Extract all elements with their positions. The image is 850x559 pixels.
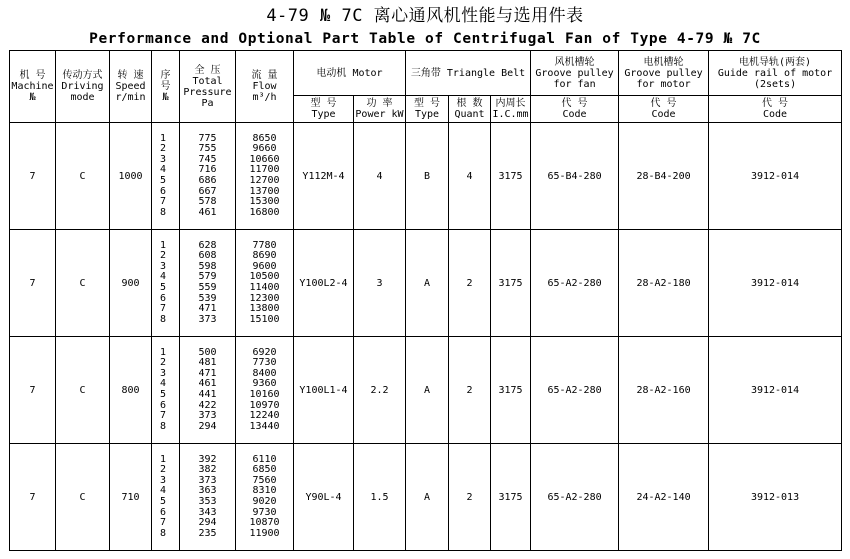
guide-rail-code-cell: 3912-014 <box>709 337 842 444</box>
sequence-list-cell <box>152 230 180 337</box>
flow-list-item: 12700 <box>249 175 280 186</box>
header-flow: 流 量 Flow m³/h <box>236 51 294 123</box>
sequence-list-item: 7 <box>160 303 167 315</box>
flow-list-cell <box>236 123 294 230</box>
motor-power-cell: 3 <box>354 230 406 337</box>
flow-list-item: 12300 <box>249 292 280 304</box>
table-body <box>10 123 842 551</box>
pressure-list-item: 775 <box>198 132 217 144</box>
header-motor-pulley-code: 代 号 Code <box>619 96 709 123</box>
fan-pulley-code-cell: 65-B4-280 <box>531 123 619 230</box>
pressure-list-item: 235 <box>198 527 217 539</box>
pressure-list-item: 539 <box>198 292 217 304</box>
flow-list-item: 10660 <box>249 153 280 165</box>
pressure-list-item: 559 <box>198 282 217 293</box>
belt-type-cell: A <box>406 444 449 551</box>
speed-cell: 1000 <box>110 123 152 230</box>
pressure-list-item: 471 <box>198 303 217 315</box>
fan-pulley-code-cell: 65-A2-280 <box>531 337 619 444</box>
pressure-list-item: 373 <box>198 313 217 325</box>
sequence-list-cell <box>152 444 180 551</box>
header-sequence: 序 号 № <box>152 51 180 123</box>
driving-mode-cell: C <box>56 230 110 337</box>
flow-list-item: 12240 <box>249 410 280 422</box>
flow-list-item: 6110 <box>252 453 277 465</box>
sequence-list-item: 5 <box>160 389 167 400</box>
pressure-list-item: 716 <box>198 164 217 176</box>
sequence-list-item: 2 <box>160 143 167 155</box>
header-motor-power: 功 率 Power kW <box>354 96 406 123</box>
machine-number-cell: 7 <box>10 230 56 337</box>
belt-ic-cell: 3175 <box>491 230 531 337</box>
machine-number-cell: 7 <box>10 444 56 551</box>
pressure-list-item: 441 <box>198 389 217 400</box>
flow-list-cell <box>236 230 294 337</box>
belt-quantity-cell: 2 <box>449 337 491 444</box>
sequence-list-item: 5 <box>160 496 167 507</box>
sequence-list-item: 2 <box>160 357 167 369</box>
motor-power-cell: 1.5 <box>354 444 406 551</box>
pressure-list-cell <box>180 123 236 230</box>
header-guide-rail-code: 代 号 Code <box>709 96 842 123</box>
sequence-list-item: 6 <box>160 399 167 411</box>
flow-list-item: 8400 <box>252 367 277 379</box>
sequence-list-item: 1 <box>160 453 167 465</box>
sequence-list-item: 6 <box>160 292 167 304</box>
flow-list-item: 11900 <box>249 527 280 539</box>
header-total-pressure: 全 压 Total Pressure Pa <box>180 51 236 123</box>
pressure-list-item: 579 <box>198 271 217 283</box>
sequence-list-item: 1 <box>160 132 167 144</box>
sequence-list-cell <box>152 123 180 230</box>
belt-type-cell: A <box>406 337 449 444</box>
flow-list-item: 13440 <box>249 420 280 432</box>
fan-pulley-code-cell: 65-A2-280 <box>531 230 619 337</box>
pressure-list-item: 598 <box>198 260 217 272</box>
pressure-list-item: 471 <box>198 367 217 379</box>
pressure-list-cell <box>180 444 236 551</box>
flow-list-item: 11700 <box>249 164 280 176</box>
sequence-list-item: 7 <box>160 517 167 529</box>
flow-list-item: 7730 <box>252 357 277 369</box>
sequence-list-item: 2 <box>160 250 167 262</box>
motor-type-cell: Y112M-4 <box>294 123 354 230</box>
pressure-list-item: 373 <box>198 410 217 422</box>
flow-list-item: 6850 <box>252 464 277 476</box>
sequence-list-item: 2 <box>160 464 167 476</box>
pressure-list-item: 461 <box>198 206 217 218</box>
sequence-list-item: 8 <box>160 313 167 325</box>
driving-mode-cell: C <box>56 337 110 444</box>
flow-list-cell <box>236 444 294 551</box>
machine-number-cell: 7 <box>10 337 56 444</box>
table-row <box>10 444 842 551</box>
pressure-list-item: 481 <box>198 357 217 369</box>
flow-list-cell <box>236 337 294 444</box>
header-belt-quantity: 根 数 Quant <box>449 96 491 123</box>
header-motor-type: 型 号 Type <box>294 96 354 123</box>
flow-list-item: 9660 <box>252 143 277 155</box>
sequence-list-item: 5 <box>160 282 167 293</box>
motor-pulley-code-cell: 28-B4-200 <box>619 123 709 230</box>
header-belt-ic: 内周长 I.C.mm <box>491 96 531 123</box>
header-motor-pulley: 电机槽轮 Groove pulley for motor <box>619 51 709 96</box>
pressure-list-item: 461 <box>198 378 217 390</box>
header-belt-type: 型 号 Type <box>406 96 449 123</box>
sequence-list-item: 3 <box>160 367 167 379</box>
sequence-list-item: 8 <box>160 527 167 539</box>
sequence-list-item: 5 <box>160 175 167 186</box>
belt-quantity-cell: 2 <box>449 230 491 337</box>
pressure-list-item: 628 <box>198 239 217 251</box>
fan-pulley-code-cell: 65-A2-280 <box>531 444 619 551</box>
flow-list-item: 7780 <box>252 239 277 251</box>
flow-list-item: 13700 <box>249 185 280 197</box>
motor-type-cell: Y100L1-4 <box>294 337 354 444</box>
motor-power-cell: 4 <box>354 123 406 230</box>
flow-list-item: 9020 <box>252 496 277 507</box>
flow-list-item: 10970 <box>249 399 280 411</box>
machine-number-cell: 7 <box>10 123 56 230</box>
sequence-list-item: 6 <box>160 185 167 197</box>
flow-list-item: 9730 <box>252 506 277 518</box>
driving-mode-cell: C <box>56 123 110 230</box>
pressure-list-cell <box>180 337 236 444</box>
pressure-list-item: 422 <box>198 399 217 411</box>
flow-list-item: 9600 <box>252 260 277 272</box>
flow-list-item: 9360 <box>252 378 277 390</box>
header-machine: 机 号 Machine № <box>10 51 56 123</box>
sequence-list-item: 8 <box>160 420 167 432</box>
sequence-list-item: 4 <box>160 485 167 497</box>
pressure-list-item: 343 <box>198 506 217 518</box>
sequence-list-item: 3 <box>160 474 167 486</box>
sequence-list-item: 7 <box>160 410 167 422</box>
pressure-list-item: 392 <box>198 453 217 465</box>
header-speed: 转 速 Speed r/min <box>110 51 152 123</box>
table-row <box>10 123 842 230</box>
pressure-list-item: 755 <box>198 143 217 155</box>
motor-type-cell: Y90L-4 <box>294 444 354 551</box>
guide-rail-code-cell: 3912-014 <box>709 230 842 337</box>
page-title-english: Performance and Optional Part Table of Centrifugal Fan of Type 4-79 № 7C <box>89 31 761 47</box>
table-row <box>10 230 842 337</box>
pressure-list-item: 608 <box>198 250 217 262</box>
sequence-list-item: 3 <box>160 260 167 272</box>
belt-ic-cell: 3175 <box>491 123 531 230</box>
belt-ic-cell: 3175 <box>491 444 531 551</box>
header-triangle-belt: 三角带 Triangle Belt <box>406 51 531 96</box>
sequence-list-item: 6 <box>160 506 167 518</box>
sequence-list-item: 1 <box>160 239 167 251</box>
flow-list-item: 8690 <box>252 250 277 262</box>
belt-ic-cell: 3175 <box>491 337 531 444</box>
flow-list-item: 13800 <box>249 303 280 315</box>
sequence-list-item: 7 <box>160 196 167 208</box>
driving-mode-cell: C <box>56 444 110 551</box>
table-row <box>10 337 842 444</box>
speed-cell: 710 <box>110 444 152 551</box>
belt-quantity-cell: 2 <box>449 444 491 551</box>
flow-list-item: 7560 <box>252 474 277 486</box>
guide-rail-code-cell: 3912-014 <box>709 123 842 230</box>
flow-list-item: 11400 <box>249 282 280 293</box>
motor-power-cell: 2.2 <box>354 337 406 444</box>
flow-list-item: 15300 <box>249 196 280 208</box>
flow-list-item: 16800 <box>249 206 280 218</box>
header-driving-mode: 传动方式 Driving mode <box>56 51 110 123</box>
sequence-list-item: 4 <box>160 164 167 176</box>
flow-list-item: 15100 <box>249 313 280 325</box>
header-fan-pulley: 风机槽轮 Groove pulley for fan <box>531 51 619 96</box>
motor-type-cell: Y100L2-4 <box>294 230 354 337</box>
pressure-list-item: 578 <box>198 196 217 208</box>
pressure-list-item: 294 <box>198 517 217 529</box>
pressure-list-item: 294 <box>198 420 217 432</box>
pressure-list-item: 353 <box>198 496 217 507</box>
sequence-list-item: 4 <box>160 378 167 390</box>
flow-list-item: 10870 <box>249 517 280 529</box>
page-title-chinese: 4-79 № 7C 离心通风机性能与选用件表 <box>266 6 584 26</box>
speed-cell: 800 <box>110 337 152 444</box>
belt-quantity-cell: 4 <box>449 123 491 230</box>
sequence-list-item: 8 <box>160 206 167 218</box>
sequence-list-cell <box>152 337 180 444</box>
header-fan-pulley-code: 代 号 Code <box>531 96 619 123</box>
pressure-list-item: 667 <box>198 185 217 197</box>
sequence-list-item: 4 <box>160 271 167 283</box>
belt-type-cell: A <box>406 230 449 337</box>
performance-table <box>9 50 842 551</box>
pressure-list-item: 686 <box>198 175 217 186</box>
pressure-list-item: 745 <box>198 153 217 165</box>
motor-pulley-code-cell: 24-A2-140 <box>619 444 709 551</box>
flow-list-item: 10500 <box>249 271 280 283</box>
header-motor: 电动机 Motor <box>294 51 406 96</box>
motor-pulley-code-cell: 28-A2-160 <box>619 337 709 444</box>
sequence-list-item: 3 <box>160 153 167 165</box>
guide-rail-code-cell: 3912-013 <box>709 444 842 551</box>
pressure-list-cell <box>180 230 236 337</box>
flow-list-item: 8310 <box>252 485 277 497</box>
flow-list-item: 8650 <box>252 132 277 144</box>
pressure-list-item: 500 <box>198 346 217 358</box>
belt-type-cell: B <box>406 123 449 230</box>
pressure-list-item: 363 <box>198 485 217 497</box>
pressure-list-item: 382 <box>198 464 217 476</box>
flow-list-item: 10160 <box>249 389 280 400</box>
sequence-list-item: 1 <box>160 346 167 358</box>
header-guide-rail: 电机导轨(两套) Guide rail of motor (2sets) <box>709 51 842 96</box>
speed-cell: 900 <box>110 230 152 337</box>
pressure-list-item: 373 <box>198 474 217 486</box>
flow-list-item: 6920 <box>252 346 277 358</box>
motor-pulley-code-cell: 28-A2-180 <box>619 230 709 337</box>
